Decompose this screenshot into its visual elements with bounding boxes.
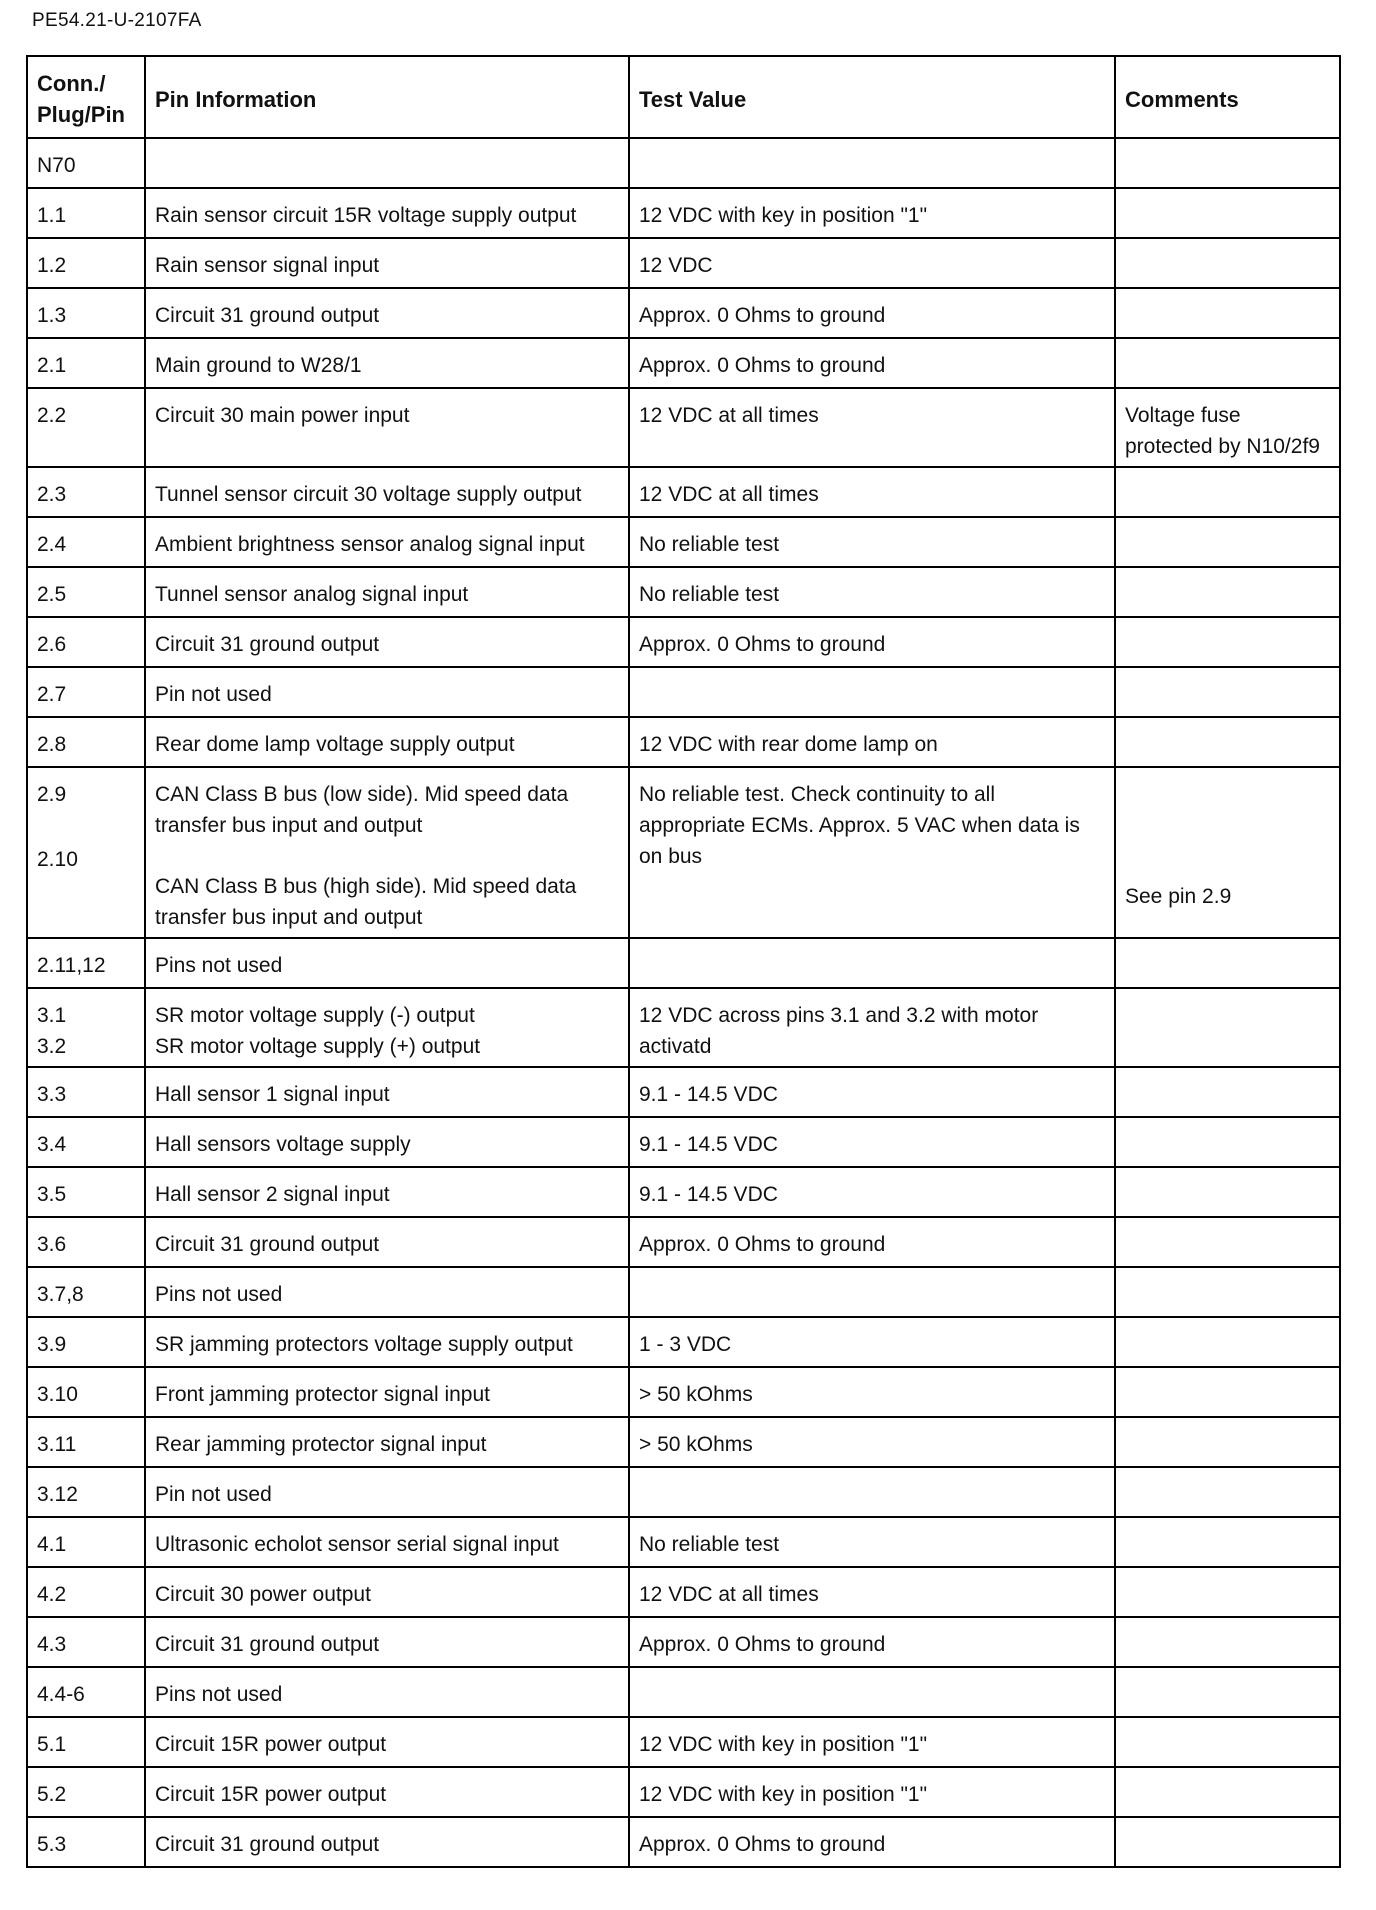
pin-cell: 1.1 <box>27 188 145 238</box>
pin-info-cell: Hall sensors voltage supply <box>145 1117 629 1167</box>
test-value-cell: 12 VDC at all times <box>629 388 1115 467</box>
pin-info-cell: Tunnel sensor circuit 30 voltage supply output <box>145 467 629 517</box>
table-row <box>27 667 1340 717</box>
comment-cell <box>1115 1417 1340 1467</box>
test-value-cell: 12 VDC across pins 3.1 and 3.2 with motor activatd <box>629 988 1115 1067</box>
table-row <box>27 388 1340 467</box>
test-value-cell <box>629 667 1115 717</box>
pin-cell: 3.10 <box>27 1367 145 1417</box>
pin-2-10-info: CAN Class B bus (high side). Mid speed data transfer bus input and output <box>155 875 577 929</box>
pin-info-cell: Rear dome lamp voltage supply output <box>145 717 629 767</box>
test-value-cell: No reliable test <box>629 567 1115 617</box>
table-row <box>27 1217 1340 1267</box>
comment-cell <box>1115 767 1340 938</box>
test-value-cell <box>629 1467 1115 1517</box>
pin-cell <box>27 988 145 1067</box>
pin-info-cell: Circuit 31 ground output <box>145 1617 629 1667</box>
table-row <box>27 288 1340 338</box>
pin-cell: 2.2 <box>27 388 145 467</box>
comment-see-pin: See pin 2.9 <box>1125 885 1232 908</box>
table-row <box>27 1667 1340 1717</box>
pin-3-2: 3.2 <box>37 1035 67 1058</box>
pin-3-1: 3.1 <box>37 1004 67 1027</box>
spacer <box>37 810 136 844</box>
pin-info-cell: Pins not used <box>145 938 629 988</box>
comment-cell <box>1115 338 1340 388</box>
pin-info-cell: Circuit 15R power output <box>145 1717 629 1767</box>
comment-cell <box>1115 938 1340 988</box>
comment-cell <box>1115 1117 1340 1167</box>
test-value-cell: 9.1 - 14.5 VDC <box>629 1067 1115 1117</box>
table-row <box>27 1417 1340 1467</box>
table-row <box>27 338 1340 388</box>
pin-info-cell: Rain sensor circuit 15R voltage supply output <box>145 188 629 238</box>
pin-cell: 2.7 <box>27 667 145 717</box>
pin-cell: 2.4 <box>27 517 145 567</box>
pin-cell: 3.5 <box>27 1167 145 1217</box>
comment-cell <box>1115 567 1340 617</box>
test-value-cell: 12 VDC with key in position "1" <box>629 1767 1115 1817</box>
test-value-cell: Approx. 0 Ohms to ground <box>629 338 1115 388</box>
header-pin-information: Pin Information <box>145 56 629 138</box>
comment-cell <box>1115 1567 1340 1617</box>
pin-info-cell: Front jamming protector signal input <box>145 1367 629 1417</box>
pin-cell: 4.1 <box>27 1517 145 1567</box>
connector-test-cell <box>629 138 1115 188</box>
header-test-value: Test Value <box>629 56 1115 138</box>
test-value-cell: > 50 kOhms <box>629 1367 1115 1417</box>
table-row <box>27 1117 1340 1167</box>
table-row <box>27 1167 1340 1217</box>
connector-info-cell <box>145 138 629 188</box>
pin-2-10: 2.10 <box>37 848 78 871</box>
pin-cell: 2.6 <box>27 617 145 667</box>
comment-cell <box>1115 288 1340 338</box>
comment-cell <box>1115 188 1340 238</box>
pin-cell: 3.11 <box>27 1417 145 1467</box>
comment-cell <box>1115 238 1340 288</box>
pin-info-cell: Pins not used <box>145 1667 629 1717</box>
test-value-cell: 12 VDC at all times <box>629 1567 1115 1617</box>
comment-cell <box>1115 1067 1340 1117</box>
table-row <box>27 938 1340 988</box>
table-row <box>27 1717 1340 1767</box>
comment-cell <box>1115 1317 1340 1367</box>
pin-info-cell: SR jamming protectors voltage supply output <box>145 1317 629 1367</box>
comment-cell <box>1115 1667 1340 1717</box>
pin-cell: 5.2 <box>27 1767 145 1817</box>
pin-info-cell: Circuit 31 ground output <box>145 288 629 338</box>
table-row <box>27 1517 1340 1567</box>
pin-cell: 2.8 <box>27 717 145 767</box>
connector-row <box>27 138 1340 188</box>
table-row <box>27 517 1340 567</box>
pin-cell: 2.1 <box>27 338 145 388</box>
pin-2-9-info: CAN Class B bus (low side). Mid speed data transfer bus input and output <box>155 783 569 837</box>
pin-cell: 3.4 <box>27 1117 145 1167</box>
pin-info-cell: Ambient brightness sensor analog signal input <box>145 517 629 567</box>
comment-cell <box>1115 667 1340 717</box>
test-value-cell: Approx. 0 Ohms to ground <box>629 288 1115 338</box>
test-value-cell: > 50 kOhms <box>629 1417 1115 1467</box>
test-value-cell: 12 VDC with rear dome lamp on <box>629 717 1115 767</box>
pin-2-9: 2.9 <box>37 783 67 806</box>
pin-info-cell: Rain sensor signal input <box>145 238 629 288</box>
table-row <box>27 1767 1340 1817</box>
table-row <box>27 1067 1340 1117</box>
table-row <box>27 1567 1340 1617</box>
pin-cell: 4.2 <box>27 1567 145 1617</box>
pin-info-cell: Circuit 30 power output <box>145 1567 629 1617</box>
pin-cell: 3.9 <box>27 1317 145 1367</box>
table-row <box>27 617 1340 667</box>
table-row <box>27 1317 1340 1367</box>
test-value-cell <box>629 1267 1115 1317</box>
pin-3-1-info: SR motor voltage supply (-) output <box>155 1004 475 1027</box>
comment-cell <box>1115 1217 1340 1267</box>
connector-comment-cell <box>1115 138 1340 188</box>
comment-cell: Voltage fuse protected by N10/2f9 <box>1115 388 1340 467</box>
table-row <box>27 717 1340 767</box>
pin-info-cell: Circuit 30 main power input <box>145 388 629 467</box>
test-value-cell: Approx. 0 Ohms to ground <box>629 617 1115 667</box>
connector-label: N70 <box>27 138 145 188</box>
comment-cell <box>1115 1717 1340 1767</box>
table-row-can-bus <box>27 767 1340 938</box>
test-value-cell: Approx. 0 Ohms to ground <box>629 1217 1115 1267</box>
pin-cell: 1.2 <box>27 238 145 288</box>
test-value-cell: 12 VDC with key in position "1" <box>629 188 1115 238</box>
pin-info-cell: Circuit 31 ground output <box>145 1817 629 1867</box>
pin-table-body <box>27 138 1340 1867</box>
spacer <box>1125 779 1331 881</box>
test-value-cell <box>629 938 1115 988</box>
test-value-cell: 1 - 3 VDC <box>629 1317 1115 1367</box>
pin-cell: 3.3 <box>27 1067 145 1117</box>
pin-info-cell <box>145 767 629 938</box>
table-row <box>27 1467 1340 1517</box>
pin-cell: 2.5 <box>27 567 145 617</box>
pin-info-cell: Hall sensor 2 signal input <box>145 1167 629 1217</box>
pin-cell: 4.4-6 <box>27 1667 145 1717</box>
pin-info-cell: Circuit 15R power output <box>145 1767 629 1817</box>
header-conn <box>27 56 145 138</box>
header-row <box>27 56 1340 138</box>
pin-table <box>26 55 1341 1868</box>
pin-info-cell: Pin not used <box>145 1467 629 1517</box>
comment-cell <box>1115 1367 1340 1417</box>
test-value-cell: 9.1 - 14.5 VDC <box>629 1167 1115 1217</box>
pin-info-cell: Main ground to W28/1 <box>145 338 629 388</box>
comment-cell <box>1115 517 1340 567</box>
pin-cell: 5.3 <box>27 1817 145 1867</box>
pin-info-cell: Hall sensor 1 signal input <box>145 1067 629 1117</box>
test-value-cell: No reliable test <box>629 1517 1115 1567</box>
pin-info-cell: Pins not used <box>145 1267 629 1317</box>
pin-cell: 3.7,8 <box>27 1267 145 1317</box>
table-row <box>27 467 1340 517</box>
header-comments: Comments <box>1115 56 1340 138</box>
pin-info-cell: Circuit 31 ground output <box>145 617 629 667</box>
comment-cell <box>1115 1467 1340 1517</box>
pin-cell: 2.11,12 <box>27 938 145 988</box>
test-value-cell: Approx. 0 Ohms to ground <box>629 1817 1115 1867</box>
table-row <box>27 1367 1340 1417</box>
table-row <box>27 1617 1340 1667</box>
test-value-cell: 9.1 - 14.5 VDC <box>629 1117 1115 1167</box>
pin-cell <box>27 767 145 938</box>
pin-info-cell: Ultrasonic echolot sensor serial signal input <box>145 1517 629 1567</box>
comment-cell <box>1115 467 1340 517</box>
test-value-cell: No reliable test. Check continuity to all appropriate ECMs. Approx. 5 VAC when data is on bus <box>629 767 1115 938</box>
comment-cell <box>1115 1167 1340 1217</box>
test-value-cell: Approx. 0 Ohms to ground <box>629 1617 1115 1667</box>
pin-cell: 3.6 <box>27 1217 145 1267</box>
pin-info-cell: Circuit 31 ground output <box>145 1217 629 1267</box>
document-id: PE54.21-U-2107FA <box>32 10 202 31</box>
pin-info-cell <box>145 988 629 1067</box>
test-value-cell <box>629 1667 1115 1717</box>
table-row <box>27 1817 1340 1867</box>
table-row <box>27 1267 1340 1317</box>
comment-cell <box>1115 1617 1340 1667</box>
pin-cell: 2.3 <box>27 467 145 517</box>
comment-cell <box>1115 617 1340 667</box>
test-value-cell: No reliable test <box>629 517 1115 567</box>
table-row <box>27 238 1340 288</box>
comment-cell <box>1115 1517 1340 1567</box>
table-row-sr-motor <box>27 988 1340 1067</box>
header-conn-line2: Plug/Pin <box>37 102 125 127</box>
pin-cell: 1.3 <box>27 288 145 338</box>
pin-3-2-info: SR motor voltage supply (+) output <box>155 1035 481 1058</box>
pin-cell: 3.12 <box>27 1467 145 1517</box>
comment-cell <box>1115 1267 1340 1317</box>
comment-cell <box>1115 717 1340 767</box>
test-value-cell: 12 VDC at all times <box>629 467 1115 517</box>
pin-info-cell: Pin not used <box>145 667 629 717</box>
pin-info-cell: Rear jamming protector signal input <box>145 1417 629 1467</box>
pin-info-cell: Tunnel sensor analog signal input <box>145 567 629 617</box>
pin-cell: 5.1 <box>27 1717 145 1767</box>
header-conn-line1: Conn./ <box>37 71 106 96</box>
test-value-cell: 12 VDC <box>629 238 1115 288</box>
table-row <box>27 567 1340 617</box>
comment-cell <box>1115 1767 1340 1817</box>
comment-cell <box>1115 988 1340 1067</box>
comment-cell <box>1115 1817 1340 1867</box>
test-value-cell: 12 VDC with key in position "1" <box>629 1717 1115 1767</box>
pin-cell: 4.3 <box>27 1617 145 1667</box>
table-row <box>27 188 1340 238</box>
